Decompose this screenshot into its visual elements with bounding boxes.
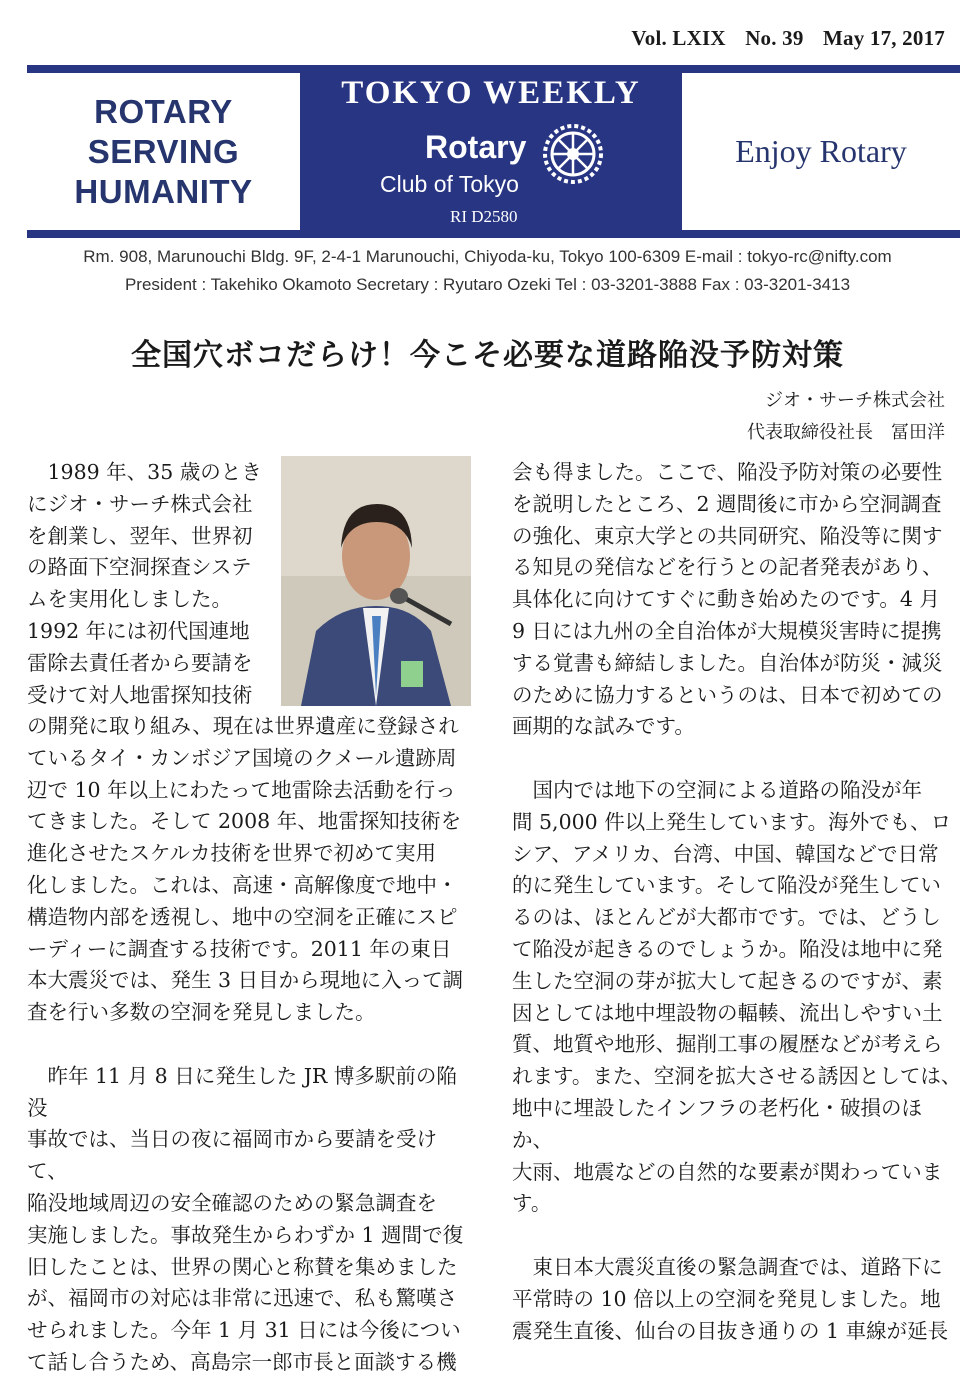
- article-line: を創業し、翌年、世界初: [27, 523, 253, 548]
- masthead-tagline: [682, 73, 960, 230]
- issue-date: May 17, 2017: [823, 26, 945, 50]
- article-line: す。: [512, 1191, 552, 1216]
- article-line: 具体化に向けてすぐに動き始めたのです。4 月: [512, 587, 940, 612]
- article-line: るのは、ほとんどが大都市です。では、どうし: [512, 905, 941, 930]
- article-line: [512, 1220, 962, 1252]
- article-line: を説明したところ、2 週間後に市から空洞調査: [512, 491, 942, 516]
- author-title: 代表取締役社長 冨田洋: [747, 422, 945, 443]
- article-right-column: [512, 457, 962, 1347]
- article-line: 大雨、地震などの自然的な要素が関わっていま: [512, 1159, 943, 1184]
- motto-line-3: HUMANITY: [74, 172, 253, 210]
- article-line: 1989 年、35 歳のとき: [27, 460, 262, 484]
- portrait-illustration: [281, 456, 471, 706]
- motto-line-2: SERVING: [87, 132, 240, 170]
- article-line: て陥没が起きるのでしょうか。陥没は地中に発: [512, 936, 943, 961]
- article-line: 因としては地中埋設物の輻輳、流出しやすい土: [512, 1000, 943, 1025]
- club-name: Club of Tokyo: [380, 171, 519, 197]
- article-line: [27, 1029, 477, 1061]
- article-line: する覚書も締結しました。自治体が防災・減災: [512, 650, 943, 675]
- article-line: の強化、東京大学との共同研究、陥没等に関す: [512, 523, 943, 548]
- issue-volume: Vol. LXIX: [631, 26, 726, 50]
- article-line: の路面下空洞探査システ: [27, 555, 252, 580]
- article-line: 旧したことは、世界の関心と称賛を集めました: [27, 1254, 458, 1279]
- article-line: 平常時の 10 倍以上の空洞を発見しました。地: [512, 1286, 941, 1311]
- article-line: シア、アメリカ、台湾、中国、韓国などで日常: [512, 841, 939, 866]
- article-line: のために協力するというのは、日本で初めての: [512, 682, 943, 707]
- article-line: れます。また、空洞を拡大させる誘因としては、: [512, 1064, 962, 1089]
- article-line: 地中に埋設したインフラの老朽化・破損のほか、: [512, 1095, 922, 1152]
- article-line: 事故では、当日の夜に福岡市から要請を受けて、: [27, 1127, 437, 1184]
- article-line: ているタイ・カンボジア国境のクメール遺跡周: [27, 745, 457, 770]
- article-line: 間 5,000 件以上発生しています。海外でも、ロ: [512, 809, 952, 834]
- article-line: せられました。今年 1 月 31 日には今後につい: [27, 1318, 461, 1343]
- article-line: 的に発生しています。そして陥没が発生してい: [512, 873, 941, 898]
- article-line: て話し合うため、高島宗一郎市長と面談する機: [27, 1349, 457, 1374]
- article-line: 質、地質や地形、掘削工事の履歴などが考えら: [512, 1032, 943, 1057]
- article-line: 化しました。これは、高速・高解像度で地中・: [27, 872, 458, 897]
- newsletter-title: TOKYO WEEKLY: [341, 75, 641, 111]
- article-line: 進化させたスケルカ技術を世界で初めて実用: [27, 841, 436, 866]
- article-line: にジオ・サーチ株式会社: [27, 491, 253, 516]
- masthead-brand: [300, 73, 682, 230]
- contact-address: Rm. 908, Marunouchi Bldg. 9F, 2-4-1 Marunouchi, Chiyoda-ku, Tokyo 100-6309 E-mail : tokyo-rc@nifty.com: [83, 247, 892, 266]
- article-line: 本大震災では、発生 3 日目から現地に入って調: [27, 968, 464, 993]
- article-line: 陥没地域周辺の安全確認のための緊急調査を: [27, 1190, 437, 1215]
- masthead-bottom-border: [27, 230, 960, 238]
- issue-info: [617, 26, 945, 51]
- contact-officers: President : Takehiko Okamoto Secretary : Ryutaro Ozeki Tel : 03-3201-3888 Fax : 03-3201-3413: [124, 275, 851, 294]
- article-left-column-top: [27, 457, 277, 711]
- article-line: 1992 年には初代国連地: [27, 618, 250, 643]
- article-line: 画期的な試みです。: [512, 714, 695, 739]
- article-line: る知見の発信などを行うとの記者発表があり、: [512, 555, 943, 580]
- article-line: [512, 743, 962, 775]
- article-line: ーディーに調査する技術です。2011 年の東日: [27, 936, 452, 961]
- article-line: 震発生直後、仙台の目抜き通りの 1 車線が延長: [512, 1318, 949, 1343]
- rotary-wheel-icon: [542, 123, 604, 185]
- issue-number: No. 39: [745, 26, 804, 50]
- rotary-wordmark: Rotary: [425, 129, 527, 165]
- article-line: 生した空洞の芽が拡大して起きるのですが、素: [512, 968, 943, 993]
- tagline-text: Enjoy Rotary: [735, 133, 907, 169]
- article-line: ムを実用化しました。: [27, 587, 232, 612]
- article-line: 辺で 10 年以上にわたって地雷除去活動を行っ: [27, 777, 456, 802]
- article-line: 雷除去責任者から要請を: [27, 650, 253, 675]
- article-line: の開発に取り組み、現在は世界遺産に登録され: [27, 714, 459, 738]
- article-line: 査を行い多数の空洞を発見しました。: [27, 1000, 376, 1025]
- article-line: 昨年 11 月 8 日に発生した JR 博多駅前の陥没: [27, 1063, 457, 1120]
- district-code: RI D2580: [450, 207, 518, 226]
- article-headline: 全国穴ボコだらけ！今こそ必要な道路陥没予防対策: [131, 338, 844, 373]
- author-company: ジオ・サーチ株式会社: [765, 390, 945, 411]
- article-line: 会も得ました。ここで、陥没予防対策の必要性: [512, 460, 943, 484]
- article-line: 実施しました。事故発生からわずか 1 週間で復: [27, 1222, 464, 1247]
- article-left-column: [27, 711, 477, 1379]
- article-line: てきました。そして 2008 年、地雷探知技術を: [27, 809, 462, 834]
- masthead-top-border: [27, 65, 960, 73]
- article-line: 受けて対人地雷探知技術: [27, 682, 253, 707]
- author-photo: [281, 456, 471, 706]
- article-line: 国内では地下の空洞による道路の陥没が年: [512, 777, 922, 802]
- article-line: 構造物内部を透視し、地中の空洞を正確にスピ: [27, 904, 458, 929]
- article-line: 9 日には九州の全自治体が大規模災害時に提携: [512, 618, 942, 643]
- masthead-motto: [27, 73, 300, 230]
- motto-line-1: ROTARY: [94, 92, 233, 130]
- article-line: が、福岡市の対応は非常に迅速で、私も驚嘆さ: [27, 1286, 458, 1311]
- article-line: 東日本大震災直後の緊急調査では、道路下に: [512, 1254, 943, 1279]
